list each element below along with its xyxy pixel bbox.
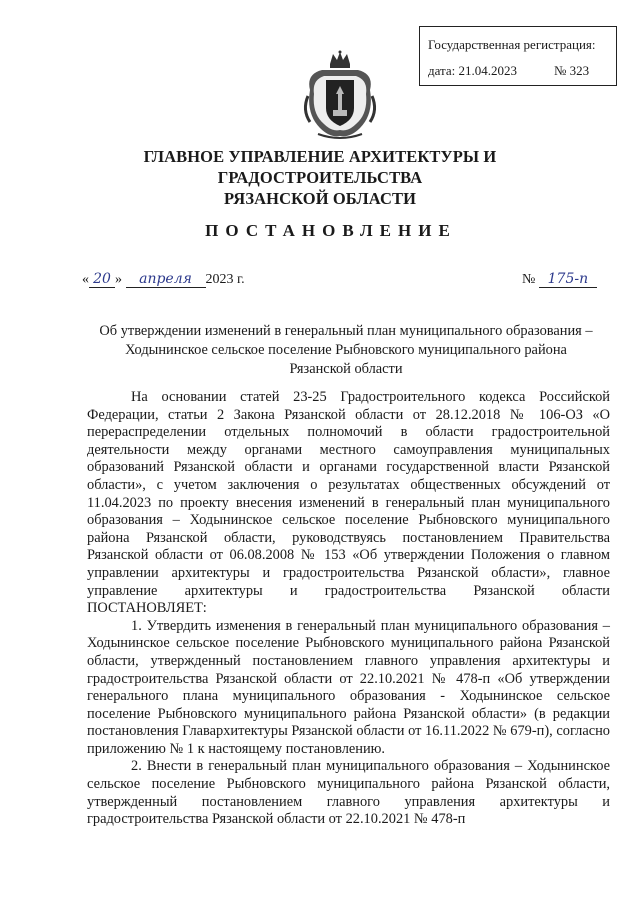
subject-line1: Об утверждении изменений в генеральный план муниципального образования –: [99, 323, 593, 339]
registration-title: Государственная регистрация:: [428, 37, 596, 52]
document-number: [522, 271, 597, 288]
body-item-1: 1. Утвердить изменения в генеральный план муниципального образования – Ходынинское сельское поселение Рыбновского муниципального района Рязанской области, утвержденный постановлением главного управления архитектуры и градостроительства Рязанской области от 22.10.2021 № 478-п «Об утверждении генерального плана муниципального образования - Ходынинское сельское поселение Рыбновского муниципального района Рязанской области» (в редакции постановления Главархитектуры Рязанской области от 16.11.2022 № 679-п), согласно приложению № 1 к настоящему постановлению.: [87, 617, 610, 757]
date-open-quote: «: [82, 272, 89, 287]
document-type: ПОСТАНОВЛЕНИЕ: [205, 221, 457, 240]
subject-line3: Рязанской области: [289, 361, 403, 377]
date-close-quote: »: [115, 272, 122, 287]
registration-stamp: [419, 26, 617, 86]
document-subject: [60, 322, 632, 379]
document-body: [87, 389, 610, 829]
coat-of-arms-icon: [300, 50, 380, 142]
organization-title-line1: ГЛАВНОЕ УПРАВЛЕНИЕ АРХИТЕКТУРЫ И ГРАДОСТРОИТЕЛЬСТВА: [143, 147, 497, 187]
date-year: 2023 г.: [205, 272, 245, 287]
number-value: 175-п: [539, 271, 597, 288]
subject-line2: Ходынинское сельское поселение Рыбновского муниципального района: [125, 342, 567, 358]
organization-title-line2: РЯЗАНСКОЙ ОБЛАСТИ: [223, 189, 417, 208]
registration-number: № 323: [554, 63, 590, 78]
document-date: [82, 271, 245, 288]
body-preamble: На основании статей 23-25 Градостроительного кодекса Российской Федерации, статьи 2 Закона Рязанской области от 28.12.2018 № 106-ОЗ «О перераспределении отдельных полномочий в области градостроительной деятельности между органами местного самоуправления муниципальных образований Рязанской области и органами государственной власти Рязанской области», с учетом заключения о результатах общественных обсуждений от 11.04.2023 по проекту внесения изменений в генеральный план муниципального образования – Ходынинское сельское поселение Рыбновского муниципального района Рязанской области, руководствуясь постановлением Правительства Рязанской области от 06.08.2008 № 153 «Об утверждении Положения о главном управлении архитектуры и градостроительства Рязанской области», главное управление архитектуры и градостроительства Рязанской области ПОСТАНОВЛЯЕТ:: [87, 389, 610, 617]
body-item-2: 2. Внести в генеральный план муниципального образования – Ходынинское сельское поселение Рыбновского муниципального района Рязанской области, утвержденный постановлением главного управления архитектуры и градостроительства Рязанской области от 22.10.2021 № 478-п: [87, 758, 610, 828]
registration-date: дата: 21.04.2023: [428, 63, 518, 78]
number-prefix: №: [522, 272, 536, 287]
organization-title: [60, 146, 580, 209]
date-day: 20: [89, 271, 115, 288]
date-month: апреля: [126, 271, 206, 288]
